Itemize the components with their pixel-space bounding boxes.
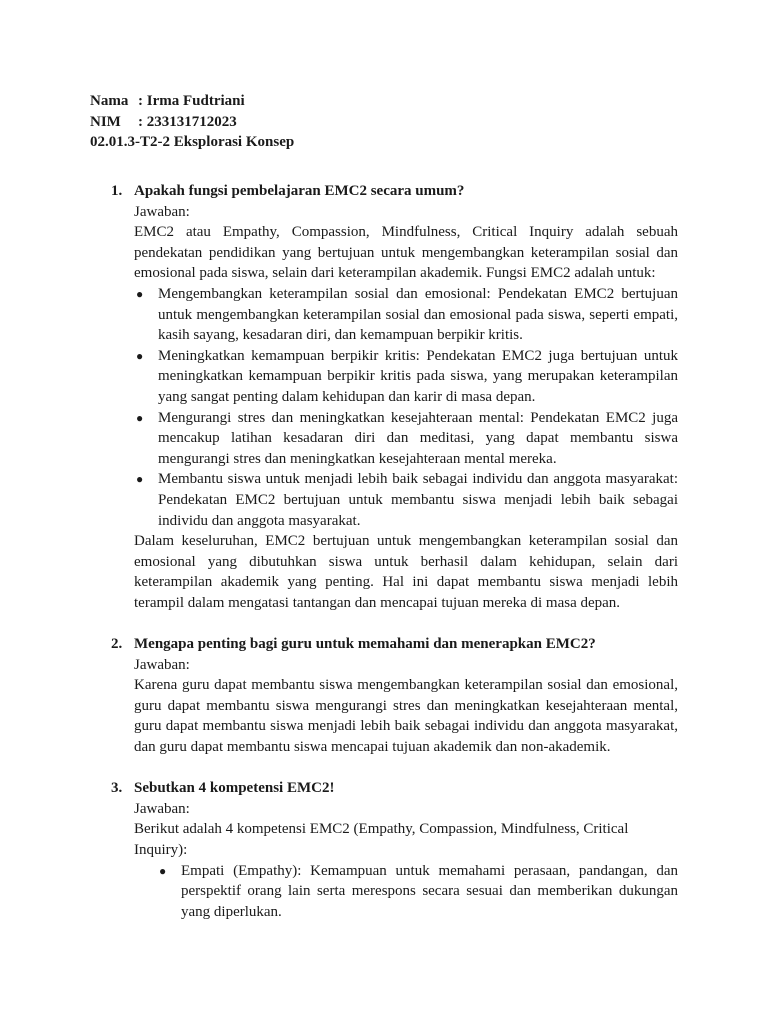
answer-label: Jawaban: <box>134 656 190 673</box>
answer-block <box>111 799 678 923</box>
question-3 <box>111 778 678 922</box>
question-text: Apakah fungsi pembelajaran EMC2 secara umum? <box>134 183 465 199</box>
name-row <box>90 91 294 112</box>
spacer <box>111 613 678 634</box>
name-label: Nama <box>90 93 129 109</box>
answer-label: Jawaban: <box>134 800 190 817</box>
question-1 <box>111 181 678 613</box>
list-item: ● Mengurangi stres dan meningkatkan kesejahteraan mental: Pendekatan EMC2 juga mencakup latihan kesadaran diri dan meditasi, yang dapat membantu siswa mengurangi stres dan meningkatkan kesejahteraan mental mereka. <box>134 408 678 470</box>
question-heading <box>111 778 678 799</box>
name-value: : Irma Fudtriani <box>138 93 245 109</box>
question-text: Sebutkan 4 kompetensi EMC2! <box>134 780 335 797</box>
bullet-list <box>134 861 678 923</box>
answer-label: Jawaban: <box>134 203 190 220</box>
answer-intro: EMC2 atau Empathy, Compassion, Mindfulness, Critical Inquiry adalah sebuah pendekatan pendidikan yang bertujuan untuk mengembangkan keterampilan sosial dan emosional pada siswa, selain dari keterampilan akademik. Fungsi EMC2 adalah untuk: <box>134 224 678 282</box>
nim-row <box>90 112 294 133</box>
list-item: ● Empati (Empathy): Kemampuan untuk memahami perasaan, pandangan, dan perspektif orang lain serta merespons secara sesuai dan memberikan dukungan yang diperlukan. <box>157 861 678 923</box>
answer-intro: Berikut adalah 4 kompetensi EMC2 (Empathy, Compassion, Mindfulness, Critical Inquiry): <box>134 821 629 858</box>
question-2 <box>111 634 678 758</box>
list-item: ● Membantu siswa untuk menjadi lebih baik sebagai individu dan anggota masyarakat: Pendekatan EMC2 bertujuan untuk membantu siswa menjadi lebih baik sebagai individu dan anggota masyarakat. <box>134 469 678 531</box>
student-header <box>90 91 294 153</box>
question-number: 3. <box>111 780 123 797</box>
list-item: ● Meningkatkan kemampuan berpikir kritis: Pendekatan EMC2 juga bertujuan untuk meningkatkan kemampuan berpikir kritis pada siswa, yang merupakan keterampilan yang sangat penting dalam kehidupan dan karir di masa depan. <box>134 346 678 408</box>
list-item: ● Mengembangkan keterampilan sosial dan emosional: Pendekatan EMC2 bertujuan untuk mengembangkan keterampilan sosial dan emosional pada siswa, seperti empati, kasih sayang, kesadaran diri, dan kemampuan berpikir kritis. <box>134 284 678 346</box>
nim-value: : 233131712023 <box>138 113 237 130</box>
answer-block <box>111 202 678 614</box>
question-number: 1. <box>111 183 123 199</box>
questions-body <box>111 181 678 922</box>
question-number: 2. <box>111 636 123 653</box>
spacer <box>111 758 678 779</box>
answer-conclusion: Dalam keseluruhan, EMC2 bertujuan untuk mengembangkan keterampilan sosial dan emosional yang dibutuhkan siswa untuk berhasil dalam kehidupan, selain dari keterampilan akademik yang penting. Hal ini dapat membantu siswa menjadi lebih terampil dalam mengatasi tantangan dan mencapai tujuan mereka di masa depan. <box>134 533 678 611</box>
bullet-list <box>134 284 678 531</box>
question-text: Mengapa penting bagi guru untuk memahami dan menerapkan EMC2? <box>134 636 596 653</box>
answer-block <box>111 655 678 758</box>
answer-text: Karena guru dapat membantu siswa mengembangkan keterampilan sosial dan emosional, guru dapat membantu siswa mengurangi stres dan meningkatkan kesejahteraan mental, guru dapat membantu siswa menjadi lebih baik sebagai individu dan anggota masyarakat, dan guru dapat membantu siswa mencapai tujuan akademik dan non-akademik. <box>134 677 678 756</box>
nim-label: NIM <box>90 113 121 130</box>
question-heading <box>111 634 678 655</box>
course-code: 02.01.3-T2-2 Eksplorasi Konsep <box>90 134 295 151</box>
question-heading <box>111 181 678 202</box>
